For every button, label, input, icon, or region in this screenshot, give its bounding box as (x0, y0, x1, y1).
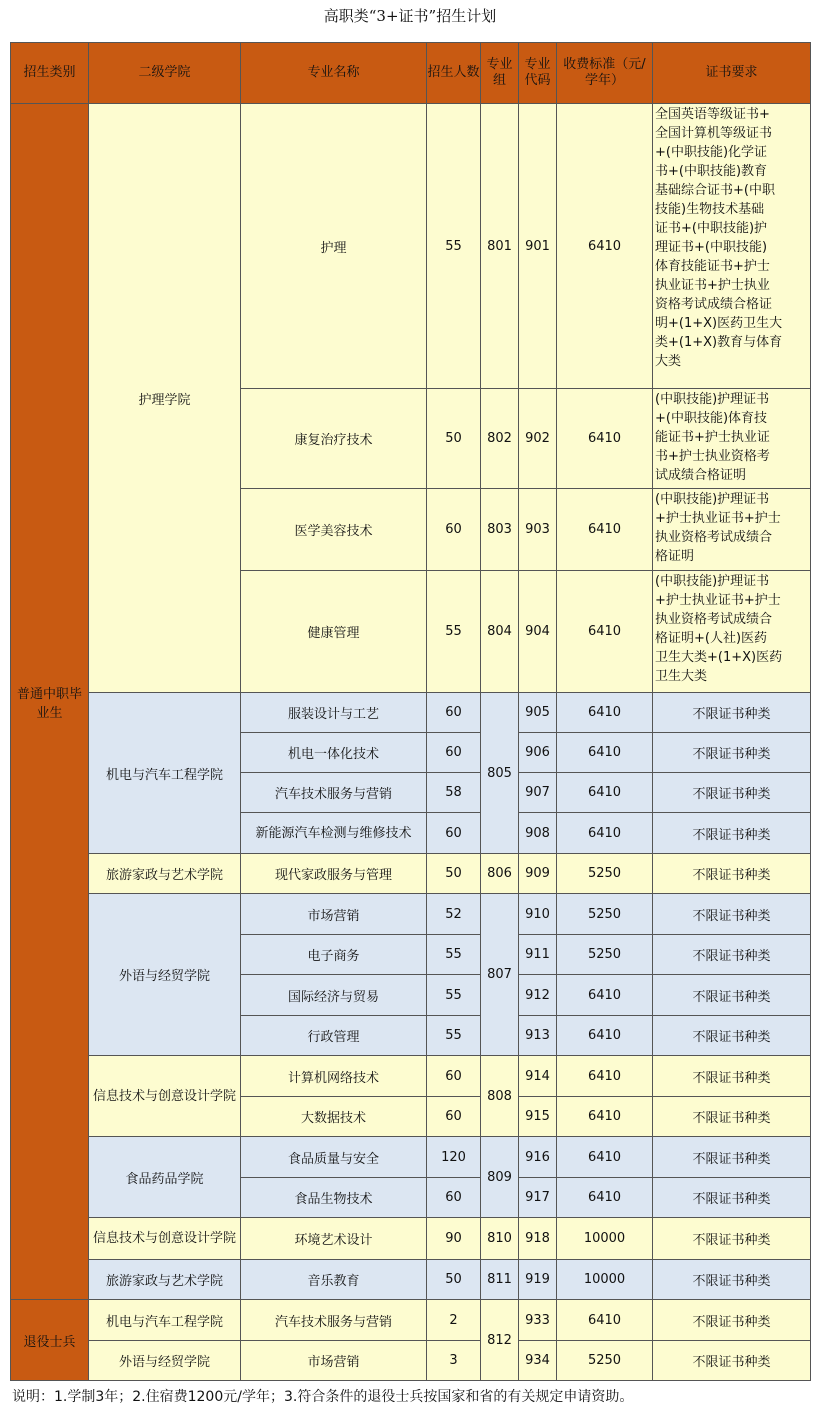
major-cell: 环境艺术设计 (241, 1218, 427, 1260)
cert-cell: 不限证书种类 (653, 1341, 811, 1381)
admission-plan-table (10, 42, 811, 1381)
fee-cell: 6410 (557, 1300, 653, 1341)
code-cell: 902 (519, 389, 557, 489)
major-cell: 新能源汽车检测与维修技术 (241, 813, 427, 854)
major-cell: 市场营销 (241, 894, 427, 935)
category-cell: 普通中职毕业生 (11, 104, 89, 1300)
count-cell: 120 (427, 1137, 481, 1178)
table-row (11, 1137, 811, 1178)
group-cell: 801 (481, 104, 519, 389)
group-cell: 812 (481, 1300, 519, 1381)
fee-cell: 6410 (557, 571, 653, 693)
major-cell: 康复治疗技术 (241, 389, 427, 489)
college-cell: 机电与汽车工程学院 (89, 693, 241, 854)
college-cell: 机电与汽车工程学院 (89, 1300, 241, 1341)
cert-cell: 不限证书种类 (653, 894, 811, 935)
table-row (11, 854, 811, 894)
code-cell: 934 (519, 1341, 557, 1381)
fee-cell: 5250 (557, 854, 653, 894)
fee-cell: 6410 (557, 1056, 653, 1097)
fee-cell: 6410 (557, 693, 653, 733)
table-row (11, 693, 811, 733)
fee-cell: 5250 (557, 1341, 653, 1381)
cert-cell: 不限证书种类 (653, 1137, 811, 1178)
col-header-group: 专业组 (481, 43, 519, 104)
fee-cell: 10000 (557, 1260, 653, 1300)
major-cell: 医学美容技术 (241, 489, 427, 571)
major-cell: 国际经济与贸易 (241, 975, 427, 1016)
cert-cell: 不限证书种类 (653, 813, 811, 854)
count-cell: 60 (427, 489, 481, 571)
col-header-category: 招生类别 (11, 43, 89, 104)
fee-cell: 5250 (557, 894, 653, 935)
group-cell: 807 (481, 894, 519, 1056)
count-cell: 2 (427, 1300, 481, 1341)
major-cell: 计算机网络技术 (241, 1056, 427, 1097)
major-cell: 大数据技术 (241, 1097, 427, 1137)
code-cell: 933 (519, 1300, 557, 1341)
major-cell: 现代家政服务与管理 (241, 854, 427, 894)
code-cell: 913 (519, 1016, 557, 1056)
college-cell: 旅游家政与艺术学院 (89, 1260, 241, 1300)
code-cell: 906 (519, 733, 557, 773)
fee-cell: 6410 (557, 489, 653, 571)
major-cell: 食品生物技术 (241, 1178, 427, 1218)
count-cell: 50 (427, 854, 481, 894)
fee-cell: 6410 (557, 1016, 653, 1056)
cert-cell: 不限证书种类 (653, 1178, 811, 1218)
table-row (11, 1260, 811, 1300)
fee-cell: 10000 (557, 1218, 653, 1260)
code-cell: 918 (519, 1218, 557, 1260)
code-cell: 908 (519, 813, 557, 854)
code-cell: 914 (519, 1056, 557, 1097)
code-cell: 915 (519, 1097, 557, 1137)
cert-cell: 不限证书种类 (653, 773, 811, 813)
fee-cell: 6410 (557, 1097, 653, 1137)
count-cell: 60 (427, 1178, 481, 1218)
code-cell: 911 (519, 935, 557, 975)
major-cell: 行政管理 (241, 1016, 427, 1056)
cert-cell: 不限证书种类 (653, 975, 811, 1016)
header-row (11, 43, 811, 104)
code-cell: 912 (519, 975, 557, 1016)
count-cell: 50 (427, 389, 481, 489)
cert-cell: 不限证书种类 (653, 1056, 811, 1097)
fee-cell: 5250 (557, 935, 653, 975)
major-cell: 汽车技术服务与营销 (241, 1300, 427, 1341)
count-cell: 55 (427, 935, 481, 975)
group-cell: 804 (481, 571, 519, 693)
cert-cell: 不限证书种类 (653, 1016, 811, 1056)
cert-cell: 不限证书种类 (653, 1300, 811, 1341)
group-cell: 803 (481, 489, 519, 571)
major-cell: 音乐教育 (241, 1260, 427, 1300)
code-cell: 910 (519, 894, 557, 935)
table-row (11, 1218, 811, 1260)
group-cell: 809 (481, 1137, 519, 1218)
count-cell: 60 (427, 733, 481, 773)
table-row (11, 104, 811, 389)
major-cell: 健康管理 (241, 571, 427, 693)
col-header-count: 招生人数 (427, 43, 481, 104)
cert-cell: 全国英语等级证书+ 全国计算机等级证书 +(中职技能)化学证 书+(中职技能)教育 基础综合证书+(中职 技能)生物技术基础 证书+(中职技能)护 理证书+(中职技能) 体育技能证书+护士 执业证书+护士执业 资格考试成绩合格证 明+(1+X)医药卫生大 类+(1+X)教育与体育 大类 (653, 104, 811, 389)
code-cell: 919 (519, 1260, 557, 1300)
footnote: 说明：1.学制3年；2.住宿费1200元/学年；3.符合条件的退役士兵按国家和省的有关规定申请资助。 (12, 1389, 634, 1405)
code-cell: 904 (519, 571, 557, 693)
college-cell: 旅游家政与艺术学院 (89, 854, 241, 894)
count-cell: 60 (427, 693, 481, 733)
count-cell: 52 (427, 894, 481, 935)
count-cell: 55 (427, 571, 481, 693)
college-cell: 护理学院 (89, 104, 241, 693)
code-cell: 901 (519, 104, 557, 389)
count-cell: 60 (427, 813, 481, 854)
fee-cell: 6410 (557, 1137, 653, 1178)
group-cell: 810 (481, 1218, 519, 1260)
major-cell: 电子商务 (241, 935, 427, 975)
count-cell: 55 (427, 975, 481, 1016)
code-cell: 905 (519, 693, 557, 733)
count-cell: 58 (427, 773, 481, 813)
group-cell: 806 (481, 854, 519, 894)
cert-cell: 不限证书种类 (653, 854, 811, 894)
count-cell: 60 (427, 1056, 481, 1097)
group-cell: 808 (481, 1056, 519, 1137)
table-row (11, 894, 811, 935)
code-cell: 916 (519, 1137, 557, 1178)
group-cell: 802 (481, 389, 519, 489)
count-cell: 90 (427, 1218, 481, 1260)
major-cell: 机电一体化技术 (241, 733, 427, 773)
cert-cell: 不限证书种类 (653, 693, 811, 733)
code-cell: 909 (519, 854, 557, 894)
col-header-fee: 收费标准（元/学年） (557, 43, 653, 104)
major-cell: 食品质量与安全 (241, 1137, 427, 1178)
college-cell: 食品药品学院 (89, 1137, 241, 1218)
cert-cell: 不限证书种类 (653, 733, 811, 773)
cert-cell: 不限证书种类 (653, 935, 811, 975)
cert-cell: (中职技能)护理证书 +(中职技能)体育技 能证书+护士执业证 书+护士执业资格考 试成绩合格证明 (653, 389, 811, 489)
col-header-code: 专业代码 (519, 43, 557, 104)
fee-cell: 6410 (557, 975, 653, 1016)
college-cell: 信息技术与创意设计学院 (89, 1218, 241, 1260)
college-cell: 外语与经贸学院 (89, 894, 241, 1056)
count-cell: 55 (427, 1016, 481, 1056)
cert-cell: (中职技能)护理证书 +护士执业证书+护士 执业资格考试成绩合 格证明+(人社)医药 卫生大类+(1+X)医药 卫生大类 (653, 571, 811, 693)
table-row (11, 1300, 811, 1341)
college-cell: 信息技术与创意设计学院 (89, 1056, 241, 1137)
count-cell: 60 (427, 1097, 481, 1137)
count-cell: 55 (427, 104, 481, 389)
fee-cell: 6410 (557, 104, 653, 389)
table-row (11, 1056, 811, 1097)
fee-cell: 6410 (557, 773, 653, 813)
college-cell: 外语与经贸学院 (89, 1341, 241, 1381)
cert-cell: (中职技能)护理证书 +护士执业证书+护士 执业资格考试成绩合 格证明 (653, 489, 811, 571)
count-cell: 50 (427, 1260, 481, 1300)
cert-cell: 不限证书种类 (653, 1218, 811, 1260)
fee-cell: 6410 (557, 1178, 653, 1218)
fee-cell: 6410 (557, 733, 653, 773)
code-cell: 917 (519, 1178, 557, 1218)
table-row (11, 1341, 811, 1381)
major-cell: 服装设计与工艺 (241, 693, 427, 733)
code-cell: 907 (519, 773, 557, 813)
major-cell: 护理 (241, 104, 427, 389)
major-cell: 市场营销 (241, 1341, 427, 1381)
col-header-cert: 证书要求 (653, 43, 811, 104)
cert-cell: 不限证书种类 (653, 1260, 811, 1300)
category-cell: 退役士兵 (11, 1300, 89, 1381)
col-header-major: 专业名称 (241, 43, 427, 104)
major-cell: 汽车技术服务与营销 (241, 773, 427, 813)
fee-cell: 6410 (557, 389, 653, 489)
count-cell: 3 (427, 1341, 481, 1381)
group-cell: 811 (481, 1260, 519, 1300)
fee-cell: 6410 (557, 813, 653, 854)
cert-cell: 不限证书种类 (653, 1097, 811, 1137)
page-title: 高职类“3+证书”招生计划 (323, 7, 497, 25)
group-cell: 805 (481, 693, 519, 854)
col-header-college: 二级学院 (89, 43, 241, 104)
code-cell: 903 (519, 489, 557, 571)
